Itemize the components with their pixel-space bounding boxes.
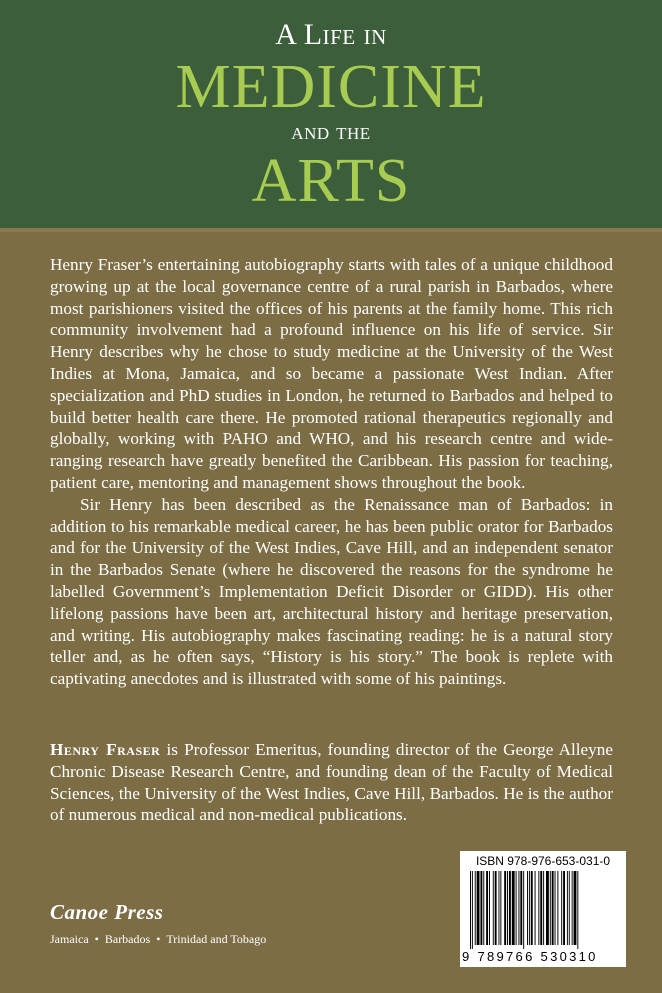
isbn-label: ISBN 978-976-653-031-0 xyxy=(475,854,611,868)
title-line-a-life-in: A Life in xyxy=(275,18,387,51)
separator-dot-icon: • xyxy=(94,932,99,946)
publisher-locations xyxy=(50,932,266,947)
blurb-paragraph-1: Henry Fraser’s entertaining autobiography starts with tales of a unique childhood growing up at the local governance centre of a rural parish in Barbados, where most parishioners visited the offices of his parents at the family home. This rich community involvement had a profound influence on his life of service. Sir Henry describes why he chose to study medicine at the University of the West Indies at Mona, Jamaica, and so became a passionate West Indian. After specialization and PhD studies in London, he returned to Barbados and helped to build better health care there. He promoted rational therapeutics regionally and globally, working with PAHO and WHO, and his research centre and wide-ranging research have greatly benefited the Caribbean. His passion for teaching, patient care, mentoring and management shows throughout the book. xyxy=(50,255,613,492)
location-barbados: Barbados xyxy=(104,932,151,946)
location-trinidad: Trinidad and Tobago xyxy=(166,932,267,946)
author-bio-text: is Professor Emeritus, founding director of the George Alleyne Chronic Disease Research Centre, and founding dean of the Faculty of Medical Sciences, the University of the West Indies, Cave Hill, Barbados. He is the author of numerous medical and non-medical publications. xyxy=(50,740,614,825)
title-line-arts: ARTS xyxy=(251,147,411,215)
title-line-and-the: and the xyxy=(291,119,371,145)
publisher-logo: Canoe Press xyxy=(50,900,164,924)
title-line-medicine: MEDICINE xyxy=(175,53,487,121)
blurb-text xyxy=(50,254,613,690)
barcode-digits: 9 789766 530310 xyxy=(462,949,598,964)
title-band xyxy=(0,0,662,228)
author-bio xyxy=(50,739,613,826)
location-jamaica: Jamaica xyxy=(50,932,89,946)
separator-dot-icon: • xyxy=(156,932,161,946)
author-name: Henry Fraser xyxy=(50,740,161,759)
barcode-bars-icon xyxy=(470,871,620,949)
blurb-paragraph-2: Sir Henry has been described as the Renaissance man of Barbados: in addition to his remarkable medical career, he has been public orator for Barbados and for the University of the West Indies, Cave Hill, and an independent senator in the Barbados Senate (where he discovered the reasons for the syndrome he labelled Government’s Implementation Deficit Disorder or GIDD). His other lifelong passions have been art, architectural history and heritage preservation, and writing. His autobiography makes fascinating reading: he is a natural story teller and, as he often says, “History is his story.” The book is replete with captivating anecdotes and is illustrated with some of his paintings. xyxy=(50,494,613,689)
title-divider xyxy=(0,228,662,232)
isbn-barcode xyxy=(460,851,626,967)
